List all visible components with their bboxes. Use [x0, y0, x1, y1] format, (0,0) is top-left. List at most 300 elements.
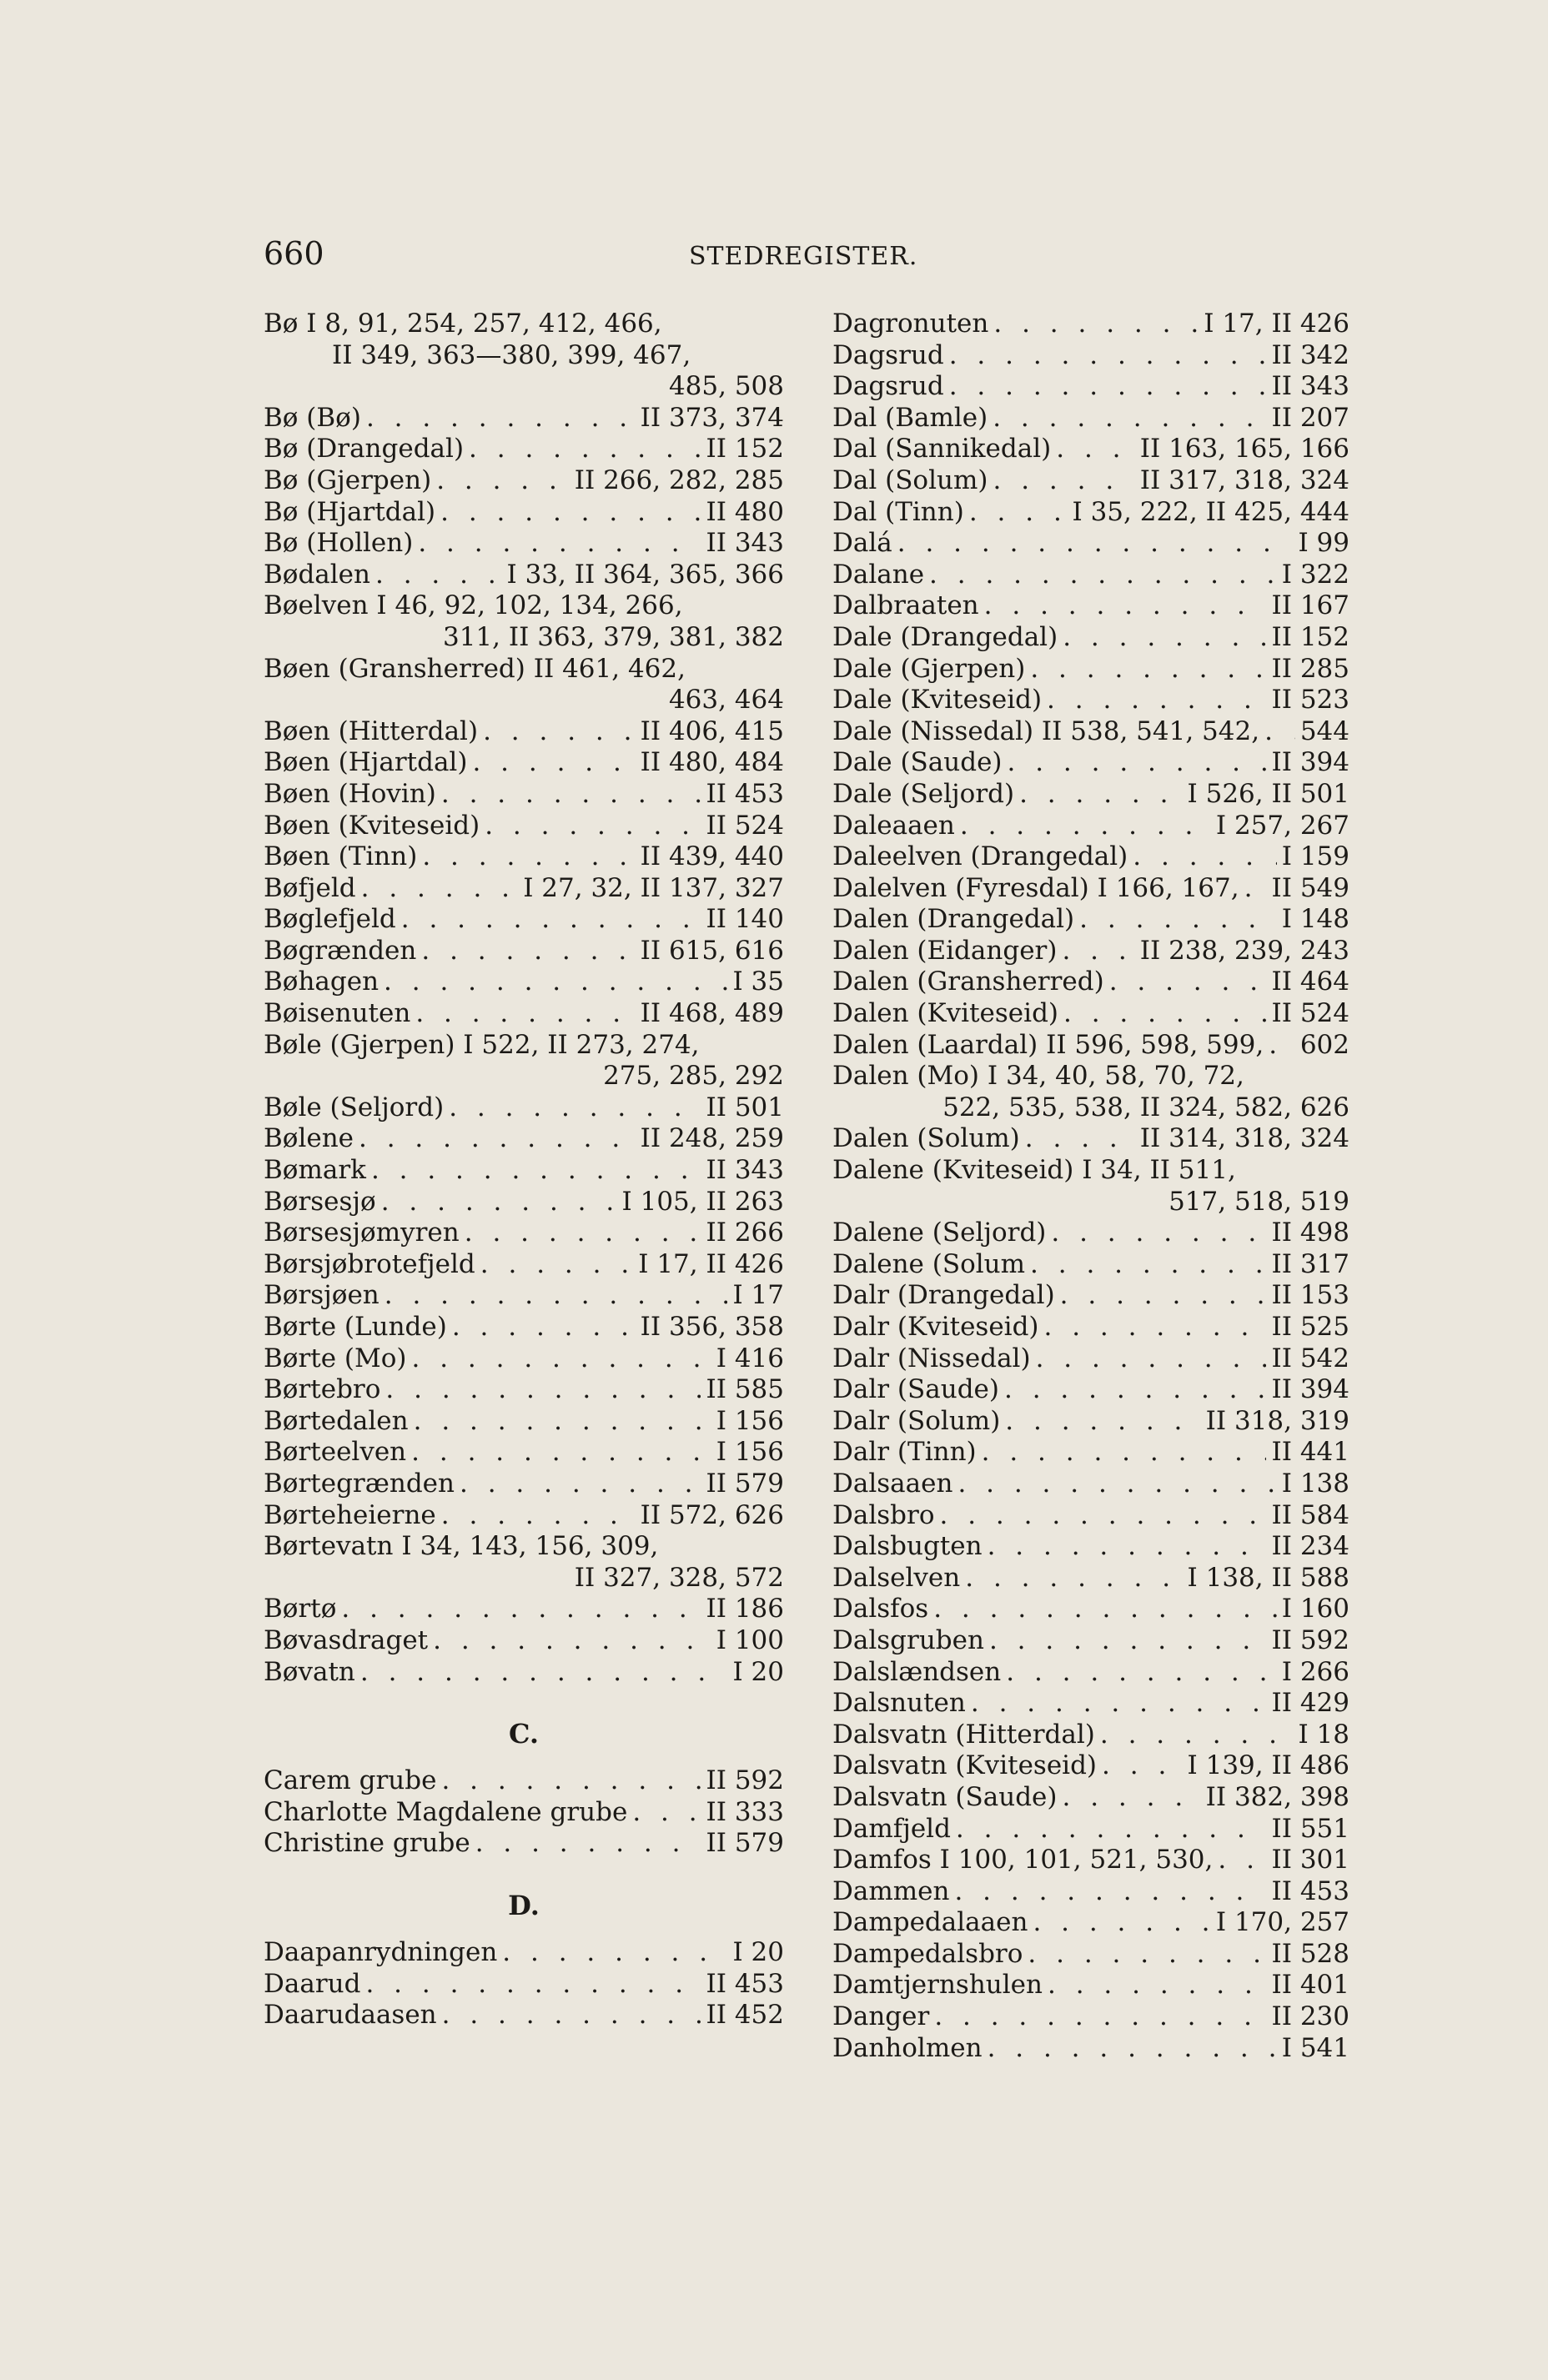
- entry-reference: II 480: [706, 496, 784, 527]
- entry-name: Dale (Gjerpen): [832, 653, 1026, 684]
- dot-leader: [1030, 1249, 1266, 1281]
- index-entry: [832, 1343, 1349, 1375]
- entry-name: Dalene (Solum: [832, 1248, 1026, 1279]
- entry-reference: II 343: [1271, 371, 1349, 402]
- entry-reference: II 523: [1271, 685, 1349, 716]
- index-entry: [832, 465, 1349, 497]
- dot-leader: [502, 1937, 727, 1969]
- entry-reference: II 524: [1271, 998, 1349, 1029]
- dot-leader: [366, 403, 636, 434]
- dot-leader: [360, 1657, 728, 1689]
- index-entry: Bø I 8, 91, 254, 257, 412, 466,: [264, 309, 662, 339]
- entry-name: Dal (Bamle): [832, 402, 988, 433]
- entry-reference: I 322: [1281, 559, 1349, 590]
- entry-continuation: 275, 285, 292: [603, 1061, 784, 1092]
- page-title: STEDREGISTER.: [689, 242, 918, 271]
- entry-reference: II 498: [1271, 1218, 1349, 1248]
- entry-name: Carem grube: [264, 1765, 437, 1796]
- index-entry: [264, 841, 784, 873]
- dot-leader: [1063, 998, 1266, 1030]
- index-entry: [832, 1688, 1349, 1720]
- entry-name: Dalsbro: [832, 1499, 935, 1530]
- entry-name: Bø (Bø): [264, 402, 361, 433]
- entry-name: Damfjeld: [832, 1813, 951, 1844]
- entry-name: Dalsaaen: [832, 1468, 953, 1499]
- entry-reference: II 234: [1271, 1531, 1349, 1562]
- dot-leader: [1264, 716, 1295, 748]
- index-entry: [264, 1187, 784, 1218]
- entry-reference: II 153: [1271, 1280, 1349, 1311]
- entry-name: Dalsvatn (Kviteseid): [832, 1750, 1098, 1781]
- dot-leader: [371, 1155, 701, 1187]
- index-entry: [264, 1828, 784, 1860]
- dot-leader: [1218, 1845, 1266, 1876]
- index-entry: [264, 403, 784, 434]
- dot-leader: [956, 1814, 1267, 1845]
- section-letter: C.: [508, 1718, 540, 1750]
- entry-reference: II 266: [706, 1218, 784, 1248]
- index-entry: [264, 1765, 784, 1797]
- entry-name: Bø (Hjartdal): [264, 496, 436, 527]
- index-entry: [264, 2000, 784, 2031]
- entry-reference: I 138, II 588: [1187, 1562, 1349, 1593]
- dot-leader: [485, 811, 701, 842]
- entry-name: Dale (Kviteseid): [832, 685, 1043, 716]
- entry-name: Dalselven: [832, 1562, 961, 1593]
- dot-leader: [441, 779, 701, 811]
- entry-reference: I 33, II 364, 365, 366: [506, 559, 784, 590]
- index-entry: [832, 1218, 1349, 1249]
- index-entry: [264, 1280, 784, 1312]
- entry-reference: II 572, 626: [640, 1499, 784, 1530]
- entry-name: Bømark: [264, 1155, 366, 1186]
- index-entry: Børtevatn I 34, 143, 156, 309,: [264, 1531, 659, 1562]
- entry-name: Bøhagen: [264, 967, 379, 997]
- entry-name: Dalsvatn (Saude): [832, 1781, 1058, 1812]
- dot-leader: [1102, 1750, 1182, 1782]
- entry-name: Dampedalaaen: [832, 1907, 1028, 1938]
- entry-reference: I 170, 257: [1215, 1907, 1349, 1938]
- entry-name: Dal (Tinn): [832, 496, 964, 527]
- entry-reference: II 525: [1271, 1312, 1349, 1342]
- entry-reference: II 439, 440: [640, 841, 784, 872]
- entry-name: Daarudaasen: [264, 2000, 437, 2031]
- entry-name: Bøvatn: [264, 1656, 355, 1687]
- entry-reference: I 156: [716, 1437, 784, 1468]
- index-entry: [264, 1249, 784, 1281]
- entry-reference: II 356, 358: [640, 1312, 784, 1342]
- index-entry: [264, 1657, 784, 1689]
- index-entry: [832, 1939, 1349, 1971]
- dot-leader: [441, 1765, 701, 1797]
- entry-name: Dalr (Nissedal): [832, 1343, 1031, 1373]
- index-entry: [264, 497, 784, 529]
- dot-leader: [1025, 1123, 1135, 1155]
- entry-reference: II 317: [1271, 1248, 1349, 1279]
- entry-name: Dalá: [832, 528, 892, 559]
- entry-reference: II 382, 398: [1205, 1781, 1349, 1812]
- index-entry: [832, 1845, 1349, 1876]
- index-entry: [832, 1030, 1349, 1062]
- dot-leader: [401, 904, 701, 936]
- dot-leader: [934, 2001, 1266, 2033]
- index-entry: [832, 1750, 1349, 1782]
- entry-name: Dalbraaten: [832, 590, 979, 621]
- entry-continuation: 485, 508: [668, 371, 784, 402]
- dot-leader: [1056, 434, 1134, 465]
- entry-name: Dalen (Kviteseid): [832, 998, 1059, 1029]
- entry-reference: II 301: [1271, 1845, 1349, 1875]
- index-entry: [264, 779, 784, 811]
- entry-reference: I 139, II 486: [1187, 1750, 1349, 1781]
- index-entry: [264, 1625, 784, 1657]
- dot-leader: [1030, 654, 1266, 685]
- entry-reference: I 20: [732, 1656, 784, 1687]
- dot-leader: [441, 1500, 636, 1532]
- entry-reference: II 186: [706, 1594, 784, 1624]
- dot-leader: [414, 1406, 711, 1438]
- index-entry: [832, 936, 1349, 967]
- dot-leader: [1028, 1939, 1266, 1971]
- entry-name: Børte (Lunde): [264, 1312, 447, 1342]
- entry-name: Charlotte Magdalene grube: [264, 1796, 628, 1827]
- entry-name: Bøvasdraget: [264, 1624, 429, 1655]
- entry-reference: II 238, 239, 243: [1139, 935, 1349, 966]
- dot-leader: [1063, 622, 1266, 654]
- dot-leader: [433, 1625, 711, 1657]
- index-entry: [832, 1469, 1349, 1500]
- entry-reference: II 394: [1271, 747, 1349, 778]
- dot-leader: [465, 1218, 701, 1249]
- entry-reference: II 452: [706, 2000, 784, 2031]
- index-entry: [832, 434, 1349, 465]
- dot-leader: [1109, 967, 1267, 998]
- index-entry: [832, 998, 1349, 1030]
- dot-leader: [1063, 1782, 1201, 1814]
- entry-reference: 602: [1299, 1029, 1349, 1060]
- entry-name: Dalr (Solum): [832, 1405, 1001, 1436]
- entry-name: Børsjøen: [264, 1280, 379, 1311]
- entry-name: Bø (Gjerpen): [264, 464, 432, 495]
- entry-continuation: 311, II 363, 379, 381, 382: [442, 621, 784, 652]
- index-entry: Bøle (Gjerpen) I 522, II 273, 274,: [264, 1029, 700, 1060]
- dot-leader: [341, 1594, 701, 1625]
- entry-name: Dalsbugten: [832, 1531, 983, 1562]
- entry-name: Dale (Drangedal): [832, 621, 1058, 652]
- entry-reference: I 160: [1281, 1594, 1349, 1624]
- index-entry: [832, 1876, 1349, 1908]
- index-entry: [832, 403, 1349, 434]
- entry-reference: II 373, 374: [640, 402, 784, 433]
- entry-name: Børsesjømyren: [264, 1218, 460, 1248]
- entry-name: Bøgrænden: [264, 935, 417, 966]
- entry-reference: II 343: [706, 528, 784, 559]
- index-entry: [264, 1937, 784, 1969]
- entry-reference: II 501: [706, 1092, 784, 1122]
- index-entry: [832, 1437, 1349, 1469]
- entry-name: Bø (Hollen): [264, 528, 414, 559]
- dot-leader: [954, 1876, 1266, 1908]
- entry-reference: II 592: [1271, 1624, 1349, 1655]
- dot-leader: [381, 1187, 617, 1218]
- entry-reference: I 18: [1298, 1719, 1349, 1750]
- entry-name: Dalslændsen: [832, 1656, 1002, 1687]
- entry-reference: I 35, 222, II 425, 444: [1072, 496, 1349, 527]
- index-entry: [264, 1500, 784, 1532]
- entry-reference: II 549: [1271, 872, 1349, 903]
- dot-leader: [449, 1092, 701, 1124]
- index-entry: [832, 2001, 1349, 2033]
- dot-leader: [440, 497, 701, 529]
- entry-name: Dal (Solum): [832, 464, 988, 495]
- entry-name: Dalsfos: [832, 1594, 929, 1624]
- entry-name: Dagsrud: [832, 339, 944, 370]
- dot-leader: [1062, 936, 1134, 967]
- index-entry: [832, 904, 1349, 936]
- entry-name: Bøen (Hjartdal): [264, 747, 468, 778]
- index-entry: Dalen (Mo) I 34, 40, 58, 70, 72,: [832, 1061, 1244, 1092]
- dot-leader: [1269, 1030, 1295, 1062]
- index-entry: [832, 590, 1349, 622]
- entry-name: Dalsgruben: [832, 1624, 984, 1655]
- entry-reference: II 318, 319: [1205, 1405, 1349, 1436]
- index-entry: [264, 1218, 784, 1249]
- entry-continuation: II 327, 328, 572: [574, 1562, 784, 1593]
- entry-reference: II 579: [706, 1828, 784, 1859]
- entry-reference: I 27, 32, II 137, 327: [523, 872, 784, 903]
- dot-leader: [993, 465, 1134, 497]
- index-entry: [832, 716, 1349, 748]
- entry-reference: II 152: [706, 434, 784, 464]
- entry-name: Dalen (Eidanger): [832, 935, 1058, 966]
- entry-reference: II 453: [706, 778, 784, 809]
- entry-name: Dagsrud: [832, 371, 944, 402]
- entry-reference: II 524: [706, 810, 784, 841]
- index-entry: [832, 1500, 1349, 1532]
- entry-reference: I 159: [1281, 841, 1349, 872]
- index-entry: Bøen (Gransherred) II 461, 462,: [264, 653, 686, 684]
- dot-leader: [422, 841, 635, 873]
- entry-name: Børtegrænden: [264, 1468, 455, 1499]
- entry-name: Dalsvatn (Hitterdal): [832, 1719, 1095, 1750]
- entry-name: Dagronuten: [832, 309, 989, 339]
- index-entry: [264, 1092, 784, 1124]
- dot-leader: [483, 716, 636, 748]
- index-entry: [264, 1123, 784, 1155]
- entry-reference: II 152: [1271, 621, 1349, 652]
- dot-leader: [993, 309, 1199, 340]
- dot-leader: [452, 1312, 636, 1343]
- entry-reference: II 592: [706, 1765, 784, 1796]
- entry-name: Dalelven (Fyresdal) I 166, 167,: [832, 872, 1239, 903]
- entry-name: Dale (Nissedal) II 538, 541, 542,: [832, 716, 1260, 746]
- entry-name: Daleelven (Drangedal): [832, 841, 1128, 872]
- index-entry: [264, 967, 784, 998]
- entry-reference: II 464: [1271, 967, 1349, 997]
- dot-leader: [1100, 1720, 1294, 1751]
- entry-name: Dalen (Solum): [832, 1123, 1020, 1154]
- entry-reference: II 285: [1271, 653, 1349, 684]
- index-entry: [832, 685, 1349, 716]
- index-entry: [832, 779, 1349, 811]
- entry-reference: II 266, 282, 285: [574, 464, 784, 495]
- entry-reference: I 156: [716, 1405, 784, 1436]
- entry-name: Damtjernshulen: [832, 1970, 1043, 2001]
- entry-reference: II 468, 489: [640, 998, 784, 1029]
- dot-leader: [418, 528, 701, 560]
- index-entry: [832, 654, 1349, 685]
- entry-continuation: II 349, 363—380, 399, 467,: [332, 339, 691, 370]
- index-entry: [832, 811, 1349, 842]
- entry-reference: II 401: [1271, 1970, 1349, 2001]
- dot-leader: [1048, 1970, 1266, 2001]
- index-entry: [832, 1782, 1349, 1814]
- index-entry: [832, 1625, 1349, 1657]
- dot-leader: [415, 998, 635, 1030]
- index-entry: [832, 841, 1349, 873]
- entry-name: Børtø: [264, 1594, 337, 1624]
- entry-name: Børsesjø: [264, 1186, 376, 1217]
- index-entry: [832, 371, 1349, 403]
- entry-reference: II 317, 318, 324: [1139, 464, 1349, 495]
- entry-reference: II 207: [1271, 402, 1349, 433]
- entry-reference: I 17, II 426: [638, 1248, 784, 1279]
- dot-leader: [960, 811, 1211, 842]
- index-entry: [832, 873, 1349, 905]
- dot-leader: [1019, 779, 1182, 811]
- entry-name: Bøen (Hovin): [264, 778, 436, 809]
- dot-leader: [1060, 1280, 1267, 1312]
- entry-reference: II 429: [1271, 1688, 1349, 1719]
- entry-reference: II 584: [1271, 1499, 1349, 1530]
- entry-name: Bølene: [264, 1123, 354, 1154]
- dot-leader: [929, 560, 1277, 591]
- index-entry: [832, 309, 1349, 340]
- entry-reference: I 17: [732, 1280, 784, 1311]
- index-entry: [264, 1406, 784, 1438]
- entry-name: Dalr (Drangedal): [832, 1280, 1055, 1311]
- entry-reference: I 148: [1281, 904, 1349, 935]
- dot-leader: [1047, 685, 1266, 716]
- dot-leader: [1133, 841, 1276, 873]
- entry-name: Bøglefjeld: [264, 904, 396, 935]
- entry-name: Bøle (Seljord): [264, 1092, 445, 1122]
- entry-name: Dale (Seljord): [832, 778, 1015, 809]
- entry-reference: II 163, 165, 166: [1139, 434, 1349, 464]
- dot-leader: [442, 2000, 701, 2031]
- index-entry: [832, 528, 1349, 560]
- entry-name: Dal (Sannikedal): [832, 434, 1052, 464]
- entry-reference: I 416: [716, 1343, 784, 1373]
- entry-name: Dalen (Gransherred): [832, 967, 1104, 997]
- index-entry: [264, 747, 784, 779]
- entry-reference: II 342: [1271, 339, 1349, 370]
- index-entry: [832, 1814, 1349, 1845]
- entry-name: Dampedalsbro: [832, 1938, 1023, 1969]
- index-entry: [264, 560, 784, 591]
- index-entry: [832, 1280, 1349, 1312]
- index-entry: Dalene (Kviteseid) I 34, II 511,: [832, 1155, 1236, 1186]
- index-entry: [264, 1969, 784, 2001]
- dot-leader: [940, 1500, 1267, 1532]
- dot-leader: [989, 1625, 1267, 1657]
- index-entry: [832, 497, 1349, 529]
- index-entry: [264, 465, 784, 497]
- dot-leader: [412, 1343, 711, 1375]
- index-entry: [264, 434, 784, 465]
- entry-reference: II 406, 415: [640, 716, 784, 746]
- entry-name: Daapanrydningen: [264, 1936, 498, 1967]
- index-entry: [264, 811, 784, 842]
- entry-name: Bøen (Tinn): [264, 841, 418, 872]
- dot-leader: [359, 1123, 636, 1155]
- page-number: 660: [264, 235, 324, 272]
- entry-name: Dalr (Kviteseid): [832, 1312, 1039, 1342]
- dot-leader: [957, 1469, 1276, 1500]
- entry-name: Daleaaen: [832, 810, 955, 841]
- entry-reference: II 480, 484: [640, 747, 784, 778]
- dot-leader: [984, 590, 1267, 622]
- index-entry: [832, 1312, 1349, 1343]
- index-entry: [832, 1907, 1349, 1939]
- index-entry: [264, 716, 784, 748]
- index-entry: [832, 1657, 1349, 1689]
- dot-leader: [1004, 1374, 1266, 1406]
- entry-name: Børsjøbrotefjeld: [264, 1248, 475, 1279]
- entry-name: Bødalen: [264, 559, 370, 590]
- index-entry: [832, 1970, 1349, 2001]
- index-column-right: [832, 309, 1349, 2064]
- index-entry: [832, 967, 1349, 998]
- dot-leader: [1036, 1343, 1267, 1375]
- dot-leader: [384, 1280, 728, 1312]
- dot-leader: [1005, 1406, 1200, 1438]
- dot-leader: [1033, 1907, 1210, 1939]
- dot-leader: [384, 967, 727, 998]
- entry-reference: II 579: [706, 1468, 784, 1499]
- dot-leader: [365, 1969, 701, 2001]
- dot-leader: [385, 1374, 701, 1406]
- index-entry: [264, 1155, 784, 1187]
- index-column-left: [264, 309, 784, 2031]
- entry-name: Bøfjeld: [264, 872, 356, 903]
- entry-name: Dale (Saude): [832, 747, 1003, 778]
- index-entry: [264, 1312, 784, 1343]
- dot-leader: [411, 1437, 711, 1469]
- entry-reference: II 453: [1271, 1875, 1349, 1906]
- entry-name: Dalen (Laardal) II 596, 598, 599,: [832, 1029, 1264, 1060]
- entry-reference: I 20: [732, 1936, 784, 1967]
- dot-leader: [965, 1563, 1182, 1594]
- index-entry: [832, 1594, 1349, 1625]
- index-entry: [264, 998, 784, 1030]
- dot-leader: [1051, 1218, 1266, 1249]
- entry-reference: II 248, 259: [640, 1123, 784, 1154]
- dot-leader: [1244, 873, 1267, 905]
- entry-reference: II 615, 616: [640, 935, 784, 966]
- entry-reference: II 343: [706, 1155, 784, 1186]
- entry-name: Christine grube: [264, 1828, 470, 1859]
- entry-continuation: 517, 518, 519: [1169, 1186, 1349, 1217]
- dot-leader: [897, 528, 1294, 560]
- index-entry: [264, 873, 784, 905]
- index-entry: [264, 904, 784, 936]
- dot-leader: [421, 936, 635, 967]
- index-entry: [832, 2033, 1349, 2065]
- dot-leader: [469, 434, 701, 465]
- entry-name: Daarud: [264, 1968, 361, 1999]
- entry-name: Dalsnuten: [832, 1688, 966, 1719]
